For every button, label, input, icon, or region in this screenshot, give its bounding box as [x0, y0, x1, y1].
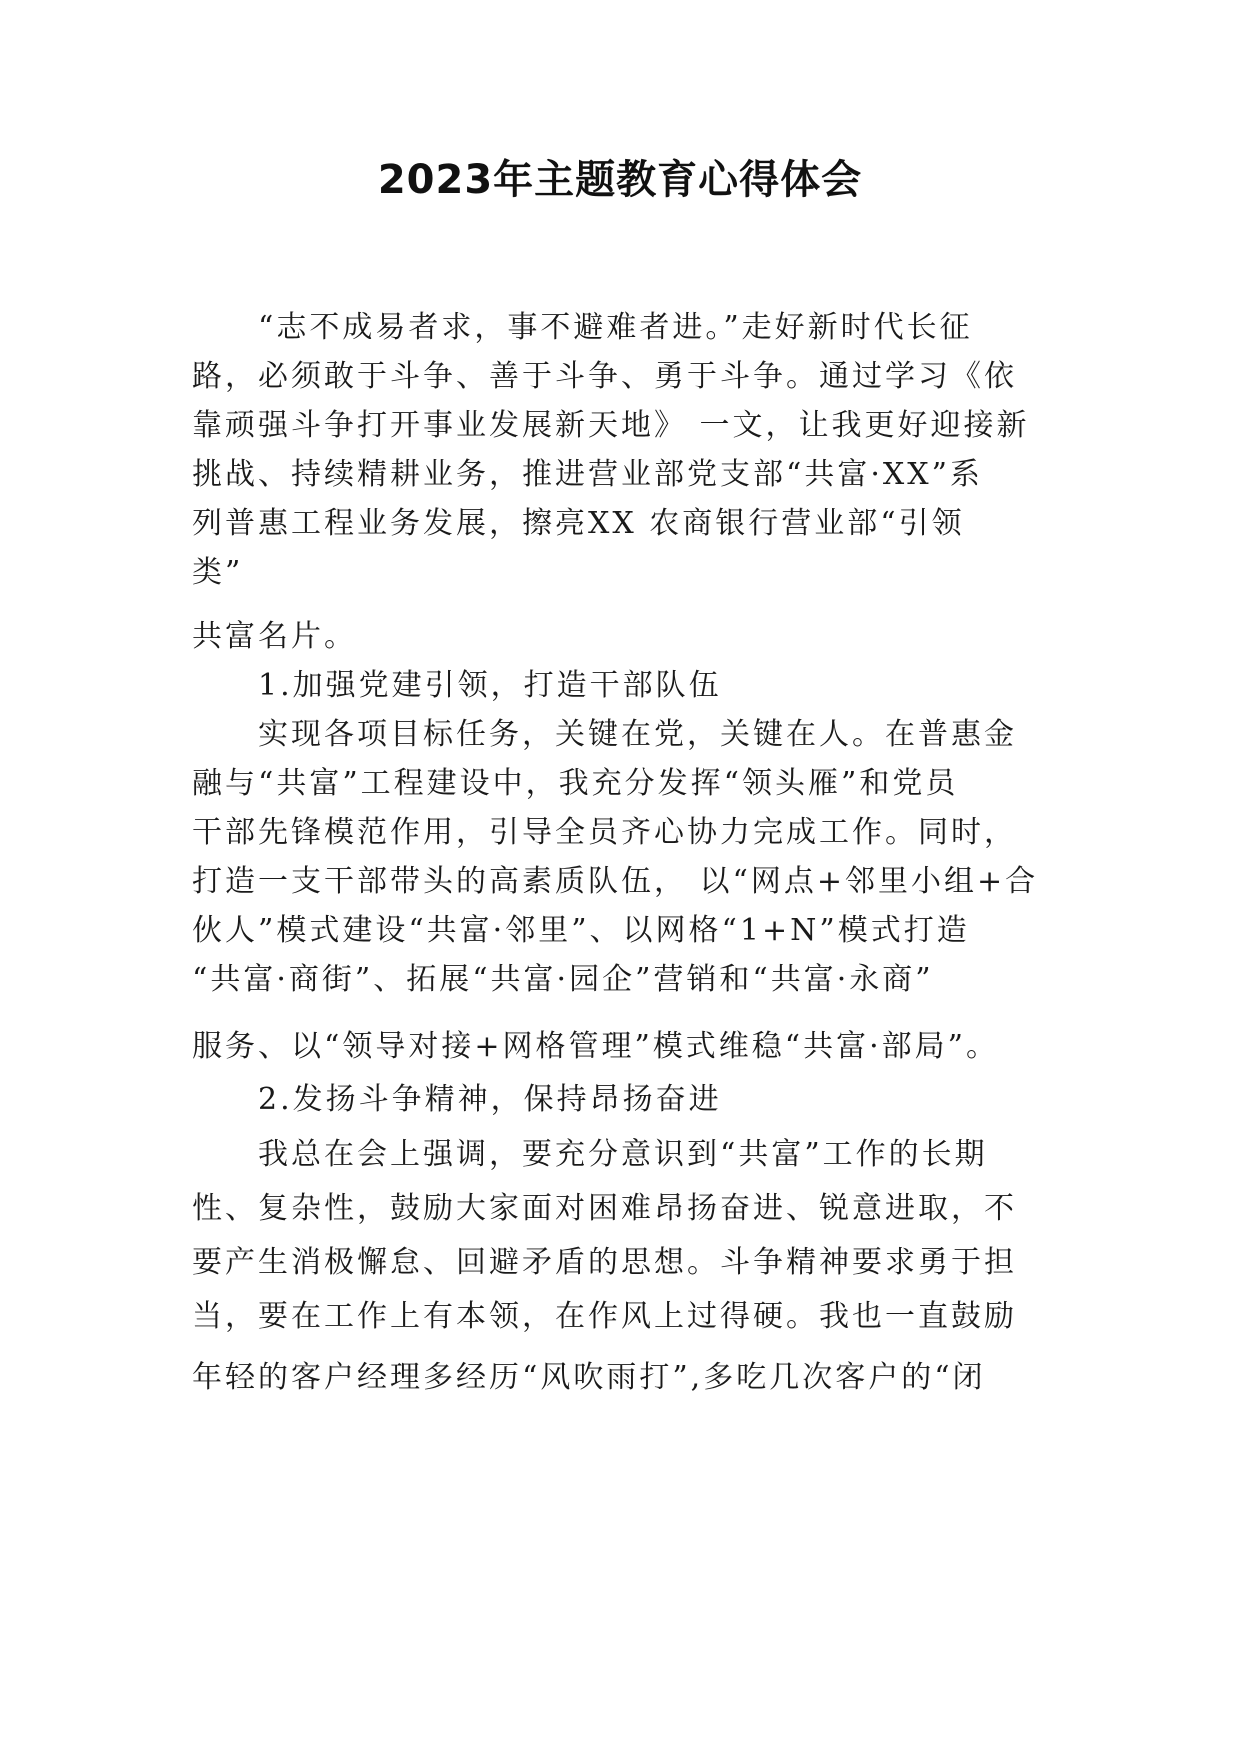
- body-line: 融与“共富”工程建设中，我充分发挥“领头雁”和党员: [192, 766, 959, 801]
- body-line: 列普惠工程业务发展，擦亮XX 农商银行营业部“引领: [192, 506, 965, 541]
- body-line: 实现各项目标任务，关键在党，关键在人。在普惠金: [258, 717, 1017, 752]
- body-line: 挑战、持续精耕业务，推进营业部党支部“共富·XX”系: [192, 457, 983, 492]
- body-line: 路，必须敢于斗争、善于斗争、勇于斗争。通过学习《依: [192, 359, 1017, 394]
- section-heading: 2.发扬斗争精神，保持昂扬奋进: [258, 1082, 722, 1117]
- body-line: 年轻的客户经理多经历“风吹雨打”,多吃几次客户的“闭: [192, 1360, 986, 1395]
- body-line: 共富名片。: [192, 619, 357, 654]
- body-line: 当，要在工作上有本领，在作风上过得硬。我也一直鼓励: [192, 1299, 1017, 1334]
- body-line: 伙人”模式建设“共富·邻里”、以网格“1+N”模式打造: [192, 913, 970, 948]
- body-line: 靠顽强斗争打开事业发展新天地》 一文，让我更好迎接新: [192, 408, 1030, 443]
- body-line: 我总在会上强调，要充分意识到“共富”工作的长期: [258, 1137, 988, 1172]
- body-line: 打造一支干部带头的高素质队伍， 以“网点+邻里小组+合: [192, 864, 1039, 899]
- body-line: 干部先锋模范作用，引导全员齐心协力完成工作。同时，: [192, 815, 1017, 850]
- section-heading: 1.加强党建引领，打造干部队伍: [258, 668, 722, 703]
- body-line: 服务、以“领导对接+网格管理”模式维稳“共富·部局”。: [192, 1029, 1000, 1064]
- body-line: “志不成易者求，事不避难者进。”走好新时代长征: [258, 310, 973, 345]
- body-line: 类”: [192, 555, 244, 590]
- body-line: 性、复杂性，鼓励大家面对困难昂扬奋进、锐意进取，不: [192, 1191, 1017, 1226]
- body-line: “共富·商街”、拓展“共富·园企”营销和“共富·永商”: [192, 962, 934, 997]
- page-title: 2023年主题教育心得体会: [377, 157, 863, 203]
- body-line: 要产生消极懈怠、回避矛盾的思想。斗争精神要求勇于担: [192, 1245, 1017, 1280]
